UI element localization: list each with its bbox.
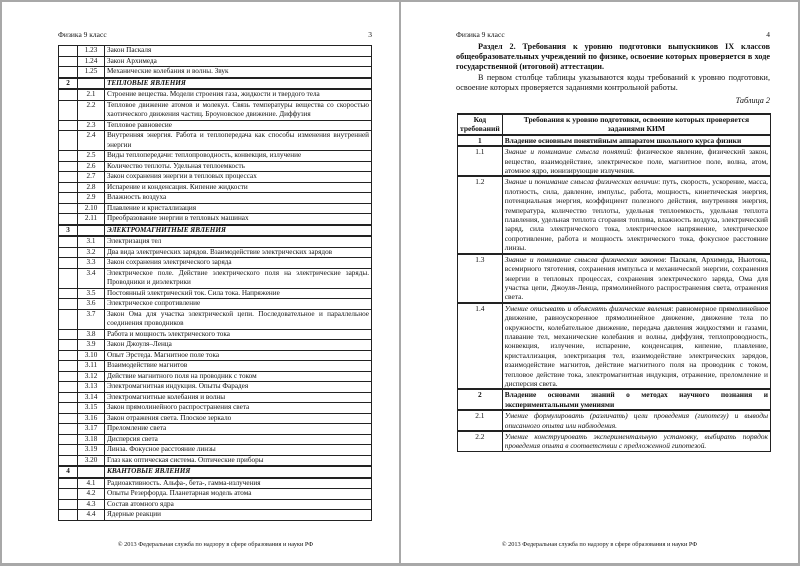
element-code: 2.7 (78, 172, 105, 183)
page-4 (401, 0, 798, 563)
content-elements-table (58, 45, 372, 521)
element-text: Преломление света (105, 424, 372, 435)
table-row (59, 161, 372, 172)
requirement-text (502, 303, 770, 390)
element-text: Опыт Эрстеда. Магнитное поле тока (105, 350, 372, 361)
table-row (59, 120, 372, 131)
table-row (59, 329, 372, 340)
table-row (59, 382, 372, 393)
element-code: 3.19 (78, 445, 105, 456)
element-text: Радиоактивность. Альфа-, бета-, гамма-излучения (105, 478, 372, 489)
element-text: Работа и мощность электрического тока (105, 329, 372, 340)
element-code: 3.8 (78, 329, 105, 340)
element-code: 2.8 (78, 182, 105, 193)
element-code (78, 466, 105, 478)
table-row (458, 431, 771, 451)
requirement-code: 2.2 (458, 431, 503, 451)
table-row (59, 46, 372, 57)
section-intro (456, 42, 770, 106)
table-row (59, 288, 372, 299)
table-label: Таблица 2 (735, 96, 770, 106)
section-number: 2 (59, 78, 78, 90)
element-code: 3.1 (78, 236, 105, 247)
section-number (59, 214, 78, 225)
section-number (59, 299, 78, 310)
section-number (59, 172, 78, 183)
element-code: 4.1 (78, 478, 105, 489)
table-row (59, 236, 372, 247)
table-row (458, 146, 771, 176)
section-number (59, 510, 78, 521)
element-code: 3.4 (78, 268, 105, 288)
section-number (59, 329, 78, 340)
requirement-body: Владение основами знаний о методах научного познания и экспериментальными умениями (504, 390, 768, 409)
element-text: Линза. Фокусное расстояние линзы (105, 445, 372, 456)
requirement-text (502, 389, 770, 410)
table-row (59, 151, 372, 162)
section-number (59, 193, 78, 204)
element-code: 3.14 (78, 392, 105, 403)
section-number (59, 151, 78, 162)
table-row (59, 445, 372, 456)
requirement-body: физическое явление, физический закон, вещество, взаимодействие, электрическое поле, магнитное поле, волна, атом, атомное ядро, ионизирующие излучения. (504, 147, 769, 176)
section-number (59, 424, 78, 435)
element-text: Закон Паскаля (105, 46, 372, 57)
section-row (458, 389, 771, 410)
element-text: Электрическое сопротивление (105, 299, 372, 310)
section-number (59, 489, 78, 500)
element-code: 2.6 (78, 161, 105, 172)
section-number (59, 392, 78, 403)
requirement-body: : равномерное прямолинейное движение, равноускоренное прямолинейное движение, движение тела по окружности, колебательное движение, передача давления жидкостями и газами, плавание тел, механические колебания и волны, диффузия, теплопроводность, конвекция, излучение, испарение, конденсация, кипение, плавление, кристаллизация, электризация тел, взаимодействие электрических зарядов, взаимодействие магнитов, действие магнитного поля на проводник с током, тепловое действие тока, электромагнитная индукция, отражение, преломление и дисперсия света. (504, 303, 768, 388)
table-row (59, 131, 372, 151)
element-text: Влажность воздуха (105, 193, 372, 204)
requirement-lead: Умение конструировать экспериментальную установку, выбирать порядок проведения опыта в соответствии с предложенной гипотезой. (504, 432, 768, 451)
section-row (59, 225, 372, 237)
element-code: 3.15 (78, 403, 105, 414)
requirement-text (502, 431, 770, 451)
element-code: 4.2 (78, 489, 105, 500)
element-text: Закон Джоуля–Ленца (105, 340, 372, 351)
element-code: 2.3 (78, 120, 105, 131)
requirement-text (502, 410, 770, 431)
section-number (59, 309, 78, 329)
section-number (59, 258, 78, 269)
page-header (58, 30, 372, 39)
table-row (59, 309, 372, 329)
element-code: 2.4 (78, 131, 105, 151)
element-text: ЭЛЕКТРОМАГНИТНЫЕ ЯВЛЕНИЯ (105, 225, 372, 237)
requirement-lead: Умение формулировать (различать) цели проведения (гипотезу) и выводы описанного опыта или наблюдения. (504, 411, 768, 430)
element-text: Состав атомного ядра (105, 499, 372, 510)
header-title: Физика 9 класс (58, 30, 107, 39)
page-footer: © 2013 Федеральная служба по надзору в сфере образования и науки РФ (117, 541, 314, 548)
table-row (59, 371, 372, 382)
requirement-code: 2 (458, 389, 503, 410)
requirement-code: 1.2 (458, 176, 503, 253)
element-code: 2.1 (78, 89, 105, 100)
table-row (59, 478, 372, 489)
table-row (59, 489, 372, 500)
table-row (59, 193, 372, 204)
element-code: 4.4 (78, 510, 105, 521)
element-code: 3.16 (78, 413, 105, 424)
element-text: Закон Ома для участка электрической цепи. Последовательное и параллельное соединения проводников (105, 309, 372, 329)
table-row (59, 434, 372, 445)
element-code: 2.11 (78, 214, 105, 225)
table-row (59, 361, 372, 372)
page-number: 3 (368, 30, 372, 39)
requirement-code: 1 (458, 135, 503, 146)
requirement-text (502, 254, 770, 303)
requirement-text (502, 135, 770, 146)
table-row (59, 56, 372, 67)
requirement-lead: Знание и понимание смысла физических законов (504, 254, 665, 264)
element-text: Закон отражения света. Плоское зеркало (105, 413, 372, 424)
section-number (59, 100, 78, 120)
section-number (59, 120, 78, 131)
section-number (59, 67, 78, 78)
element-code: 2.9 (78, 193, 105, 204)
element-text: Закон прямолинейного распространения света (105, 403, 372, 414)
section-number: 3 (59, 225, 78, 237)
table-row (59, 172, 372, 183)
element-code: 3.13 (78, 382, 105, 393)
section-number (59, 499, 78, 510)
element-text: Электромагнитные колебания и волны (105, 392, 372, 403)
element-text: Закон Архимеда (105, 56, 372, 67)
element-text: Виды теплопередачи: теплопроводность, конвекция, излучение (105, 151, 372, 162)
page-footer: © 2013 Федеральная служба по надзору в сфере образования и науки РФ (501, 541, 698, 548)
requirement-code: 2.1 (458, 410, 503, 431)
requirement-text (502, 146, 770, 176)
element-text: Преобразование энергии в тепловых машинах (105, 214, 372, 225)
element-text: Закон сохранения электрического заряда (105, 258, 372, 269)
element-code: 3.3 (78, 258, 105, 269)
page-number: 4 (766, 30, 770, 39)
section-row (59, 466, 372, 478)
requirement-body: : путь, скорость, ускорение, масса, плотность, сила, давление, импульс, работа, мощность, кинетическая энергия, потенциальная энергия, коэффициент полезного действия, внутренняя энергия, температура, количество теплоты, удельная теплоемкость, удельная теплота плавления, удельная теплота сгорания топлива, влажность воздуха, электрический заряд, сила электрического тока, электрическое напряжение, электрическое сопротивление, работа и мощность электрического тока, фокусное расстояние линзы. (504, 177, 768, 253)
header-title: Физика 9 класс (456, 30, 505, 39)
element-text: Электризация тел (105, 236, 372, 247)
table-row (458, 303, 771, 390)
section-number (59, 161, 78, 172)
element-code: 1.23 (78, 46, 105, 57)
table-row (59, 510, 372, 521)
section-number (59, 478, 78, 489)
table-header-row (458, 114, 771, 135)
element-text: Ядерные реакции (105, 510, 372, 521)
table-row (59, 455, 372, 466)
element-text: Внутренняя энергия. Работа и теплопередача как способы изменения внутренней энергии (105, 131, 372, 151)
section-number (59, 371, 78, 382)
element-text: Глаз как оптическая система. Оптические приборы (105, 455, 372, 466)
element-text: Постоянный электрический ток. Сила тока. Напряжение (105, 288, 372, 299)
requirement-body: Владение основным понятийным аппаратом школьного курса физики (504, 135, 742, 145)
section-row (59, 78, 372, 90)
element-code: 3.7 (78, 309, 105, 329)
section-number (59, 455, 78, 466)
element-code: 3.12 (78, 371, 105, 382)
table-row (59, 214, 372, 225)
element-code: 3.20 (78, 455, 105, 466)
section-heading: Раздел 2. Требования к уровню подготовки выпускников IX классов общеобразовательных учреждений по физике, освоение которых проверяется в ходе государственной (итоговой) аттестации. (456, 42, 770, 72)
table-row (59, 392, 372, 403)
section-number (59, 46, 78, 57)
table-row (59, 268, 372, 288)
section-number (59, 182, 78, 193)
element-text: Опыты Резерфорда. Планетарная модель атома (105, 489, 372, 500)
table-row (59, 424, 372, 435)
requirement-code: 1.4 (458, 303, 503, 390)
element-code: 2.5 (78, 151, 105, 162)
table-row (59, 350, 372, 361)
element-text: Закон сохранения энергии в тепловых процессах (105, 172, 372, 183)
header-code: Код требований (458, 114, 503, 135)
section-number: 4 (59, 466, 78, 478)
element-text: Электрическое поле. Действие электрического поля на электрические заряды. Проводники и диэлектрики (105, 268, 372, 288)
element-text: Механические колебания и волны. Звук (105, 67, 372, 78)
table-row (458, 176, 771, 253)
element-text: Строение вещества. Модели строения газа, жидкости и твердого тела (105, 89, 372, 100)
section-number (59, 340, 78, 351)
element-text: Действие магнитного поля на проводник с током (105, 371, 372, 382)
table-row (59, 340, 372, 351)
section-number (59, 236, 78, 247)
page-3 (2, 0, 399, 563)
table-row (59, 499, 372, 510)
element-text: Тепловое движение атомов и молекул. Связь температуры вещества со скоростью хаотического движения частиц. Броуновское движение. Диффузия (105, 100, 372, 120)
table-row (458, 254, 771, 303)
header-requirement: Требования к уровню подготовки, освоение которых проверяется заданиями КИМ (502, 114, 770, 135)
intro-paragraph: В первом столбце таблицы указываются коды требований к уровню подготовки, освоение которых проверяется заданиями контрольной работы. (456, 72, 770, 92)
element-code: 3.2 (78, 247, 105, 258)
table-row (458, 410, 771, 431)
requirement-code: 1.3 (458, 254, 503, 303)
requirement-lead: Знание и понимание смысла физических величин (504, 177, 659, 187)
table-row (59, 247, 372, 258)
element-text: Дисперсия света (105, 434, 372, 445)
element-code: 1.24 (78, 56, 105, 67)
table-row (59, 203, 372, 214)
section-number (59, 131, 78, 151)
element-code (78, 225, 105, 237)
section-row (458, 135, 771, 146)
element-code: 2.10 (78, 203, 105, 214)
element-text: Испарение и конденсация. Кипение жидкости (105, 182, 372, 193)
element-code: 3.17 (78, 424, 105, 435)
table-row (59, 67, 372, 78)
section-number (59, 445, 78, 456)
section-number (59, 56, 78, 67)
element-code: 1.25 (78, 67, 105, 78)
table-row (59, 403, 372, 414)
requirement-body: : Паскаля, Архимеда, Ньютона, всемирного тяготения, сохранения импульса и механической энергии, сохранения энергии в тепловых процессах, сохранения электрического заряда, Ома для участка цепи, Джоуля-Ленца, прямолинейного распространения света, отражения света. (504, 254, 769, 302)
element-text: Плавление и кристаллизация (105, 203, 372, 214)
table-row (59, 258, 372, 269)
section-number (59, 361, 78, 372)
section-number (59, 89, 78, 100)
element-code: 4.3 (78, 499, 105, 510)
element-text: Количество теплоты. Удельная теплоемкость (105, 161, 372, 172)
element-code: 3.10 (78, 350, 105, 361)
table-row (59, 299, 372, 310)
element-text: Электромагнитная индукция. Опыты Фарадея (105, 382, 372, 393)
element-text: КВАНТОВЫЕ ЯВЛЕНИЯ (105, 466, 372, 478)
requirement-code: 1.1 (458, 146, 503, 176)
section-number (59, 413, 78, 424)
element-text: Два вида электрических зарядов. Взаимодействие электрических зарядов (105, 247, 372, 258)
element-text: ТЕПЛОВЫЕ ЯВЛЕНИЯ (105, 78, 372, 90)
element-text: Взаимодействие магнитов (105, 361, 372, 372)
section-number (59, 288, 78, 299)
table-row (59, 100, 372, 120)
requirement-lead: Знание и понимание смысла понятий: (504, 147, 633, 157)
section-number (59, 203, 78, 214)
requirements-table (457, 113, 771, 452)
section-number (59, 434, 78, 445)
section-number (59, 268, 78, 288)
section-number (59, 382, 78, 393)
table-row (59, 182, 372, 193)
element-code: 3.5 (78, 288, 105, 299)
requirement-text (502, 176, 770, 253)
element-code (78, 78, 105, 90)
table-row (59, 413, 372, 424)
element-code: 3.18 (78, 434, 105, 445)
element-text: Тепловое равновесие (105, 120, 372, 131)
requirement-lead: Умение описывать и объяснять физические явления (504, 303, 672, 313)
page-header (456, 30, 770, 39)
element-code: 3.9 (78, 340, 105, 351)
section-number (59, 247, 78, 258)
element-code: 3.11 (78, 361, 105, 372)
table-row (59, 89, 372, 100)
element-code: 2.2 (78, 100, 105, 120)
section-number (59, 403, 78, 414)
section-number (59, 350, 78, 361)
element-code: 3.6 (78, 299, 105, 310)
